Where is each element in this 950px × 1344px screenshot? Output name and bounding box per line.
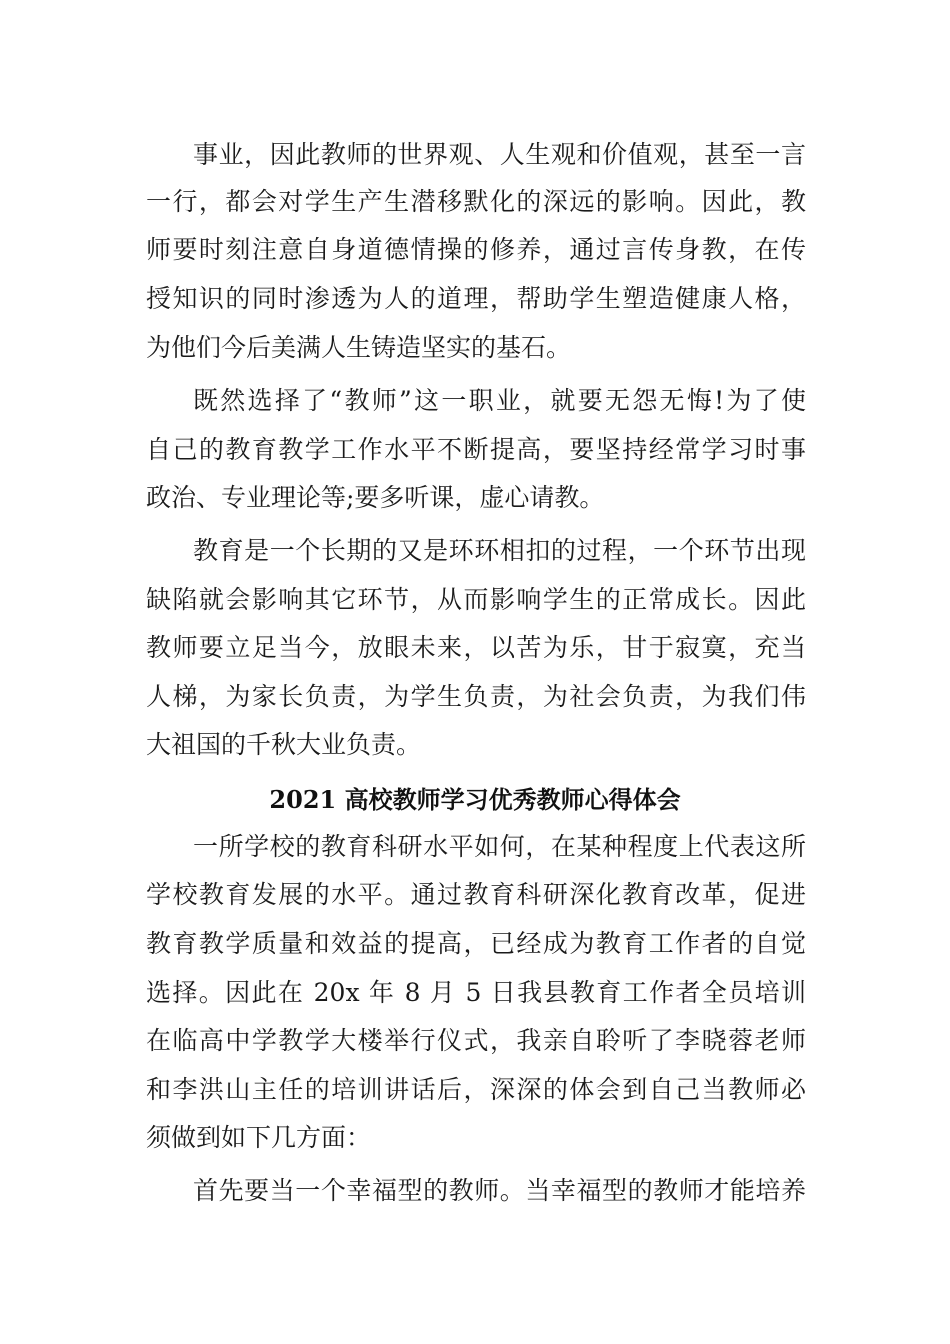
paragraph-line: 学校教育发展的水平。通过教育科研深化教育改革，促进 (146, 880, 806, 909)
paragraph-line: 在临高中学教学大楼举行仪式，我亲自聆听了李晓蓉老师 (146, 1026, 806, 1055)
paragraph-line: 师要时刻注意自身道德情操的修养，通过言传身教，在传 (146, 235, 806, 264)
paragraph-line: 大祖国的千秋大业负责。 (146, 730, 422, 759)
paragraph-line: 选择。因此在 20x 年 8 月 5 日我县教育工作者全员培训 (146, 978, 806, 1007)
paragraph-line: 为他们今后美满人生铸造坚实的基石。 (146, 333, 572, 362)
paragraph-line: 自己的教育教学工作水平不断提高，要坚持经常学习时事 (146, 435, 806, 464)
paragraph-line: 和李洪山主任的培训讲话后，深深的体会到自己当教师必 (146, 1075, 806, 1104)
paragraph-line: 教育是一个长期的又是环环相扣的过程，一个环节出现 (193, 536, 806, 565)
paragraph-line: 须做到如下几方面： (146, 1123, 372, 1152)
paragraph-line: 首先要当一个幸福型的教师。当幸福型的教师才能培养 (193, 1176, 806, 1205)
paragraph-line: 既然选择了“教师”这一职业，就要无怨无悔!为了使 (193, 386, 806, 415)
paragraph-line: 事业，因此教师的世界观、人生观和价值观，甚至一言 (193, 140, 806, 169)
paragraph-line: 缺陷就会影响其它环节，从而影响学生的正常成长。因此 (146, 585, 806, 614)
paragraph-line: 一行，都会对学生产生潜移默化的深远的影响。因此，教 (146, 187, 806, 216)
paragraph-line: 人梯，为家长负责，为学生负责，为社会负责，为我们伟 (146, 682, 806, 711)
paragraph-line: 教育教学质量和效益的提高，已经成为教育工作者的自觉 (146, 929, 806, 958)
paragraph-line: 一所学校的教育科研水平如何，在某种程度上代表这所 (193, 832, 806, 861)
paragraph-line: 授知识的同时渗透为人的道理，帮助学生塑造健康人格， (146, 284, 806, 313)
section-heading: 2021 高校教师学习优秀教师心得体会 (269, 785, 681, 814)
paragraph-line: 政治、专业理论等;要多听课，虚心请教。 (146, 483, 605, 512)
paragraph-line: 教师要立足当今，放眼未来，以苦为乐，甘于寂寞，充当 (146, 633, 806, 662)
